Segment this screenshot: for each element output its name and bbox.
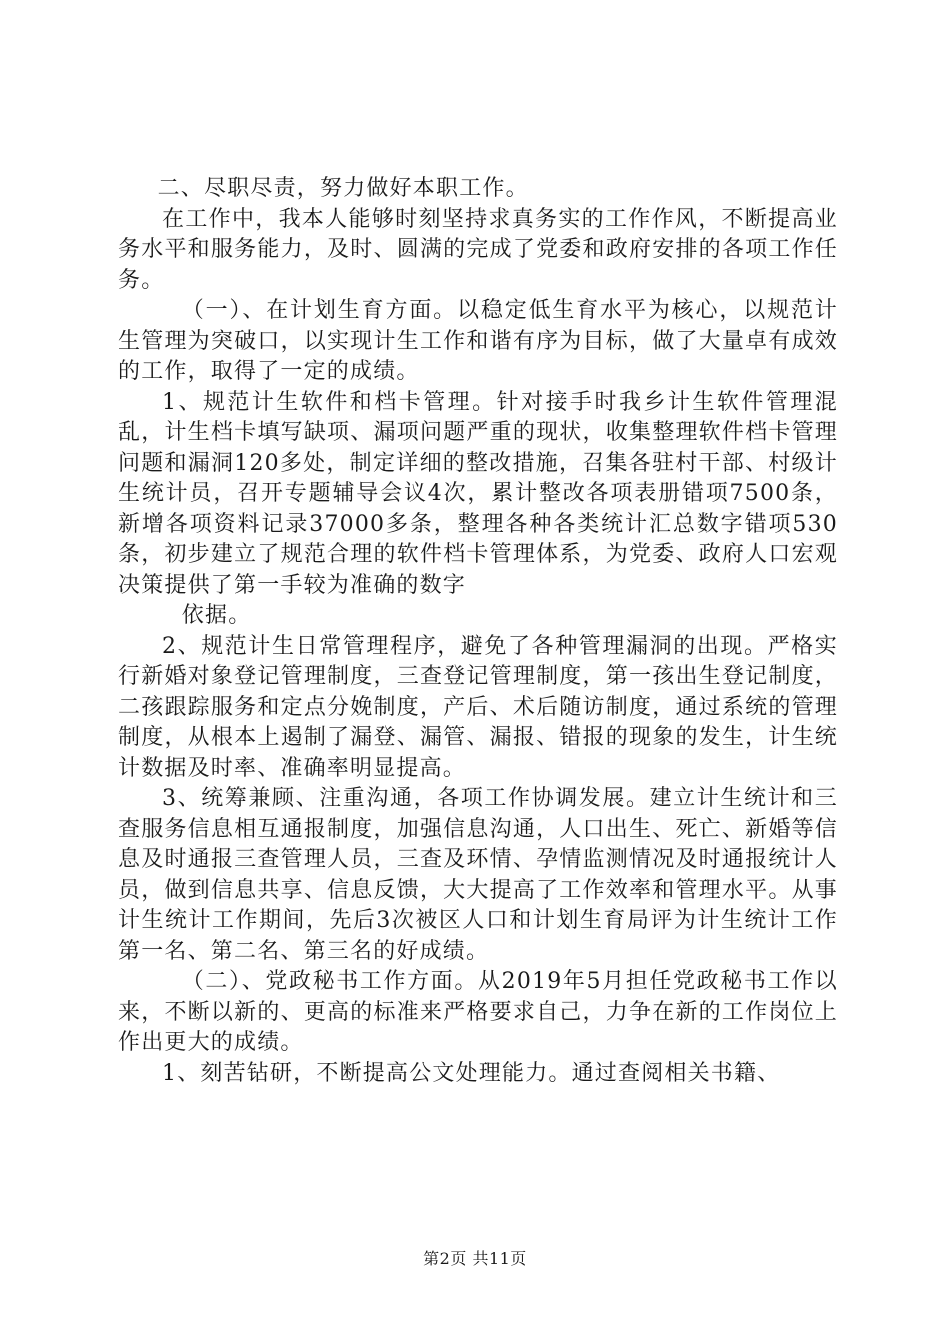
page-number-footer: 第2页 共11页 (423, 1249, 527, 1268)
paragraph-intro: 在工作中，我本人能够时刻坚持求真务实的工作作风，不断提高业务水平和服务能力，及时、圆满的完成了党委和政府安排的各项工作任务。 (118, 206, 838, 293)
document-body (118, 174, 838, 1089)
paragraph-item-1-continued: 依据。 (181, 603, 252, 628)
section-heading: 二、尽职尽责，努力做好本职工作。 (157, 176, 529, 201)
paragraph-item-1: 1、规范计生软件和档卡管理。针对接手时我乡计生软件管理混乱，计生档卡填写缺项、漏项问题严重的现状，收集整理软件档卡管理问题和漏洞120多处，制定详细的整改措施，召集各驻村干部、村级计生统计员，召开专题辅导会议4次，累计整改各项表册错项7500条，新增各项资料记录37000多条，整理各种各类统计汇总数字错项530条，初步建立了规范合理的软件档卡管理体系，为党委、政府人口宏观决策提供了第一手较为准确的数字 (118, 389, 838, 598)
paragraph-item-3: 3、统筹兼顾、注重沟通，各项工作协调发展。建立计生统计和三查服务信息相互通报制度，加强信息沟通，人口出生、死亡、新婚等信息及时通报三查管理人员，三查及环情、孕情监测情况及时通报统计人员，做到信息共享、信息反馈，大大提高了工作效率和管理水平。从事计生统计工作期间，先后3次被区人口和计划生育局评为计生统计工作第一名、第二名、第三名的好成绩。 (118, 786, 838, 964)
subsection-secretary-work: （二）、党政秘书工作方面。从2019年5月担任党政秘书工作以来，不断以新的、更高的标准来严格要求自己，力争在新的工作岗位上作出更大的成绩。 (118, 969, 838, 1055)
paragraph-secretary-item-1: 1、刻苦钻研，不断提高公文处理能力。通过查阅相关书籍、 (162, 1060, 781, 1086)
subsection-family-planning: （一）、在计划生育方面。以稳定低生育水平为核心，以规范计生管理为突破口，以实现计生工作和谐有序为目标，做了大量卓有成效的工作，取得了一定的成绩。 (118, 298, 838, 384)
paragraph-item-2: 2、规范计生日常管理程序，避免了各种管理漏洞的出现。严格实行新婚对象登记管理制度，三查登记管理制度，第一孩出生登记制度，二孩跟踪服务和定点分娩制度，产后、术后随访制度，通过系统的管理制度，从根本上遏制了漏登、漏管、漏报、错报的现象的发生，计生统计数据及时率、准确率明显提高。 (118, 633, 838, 781)
